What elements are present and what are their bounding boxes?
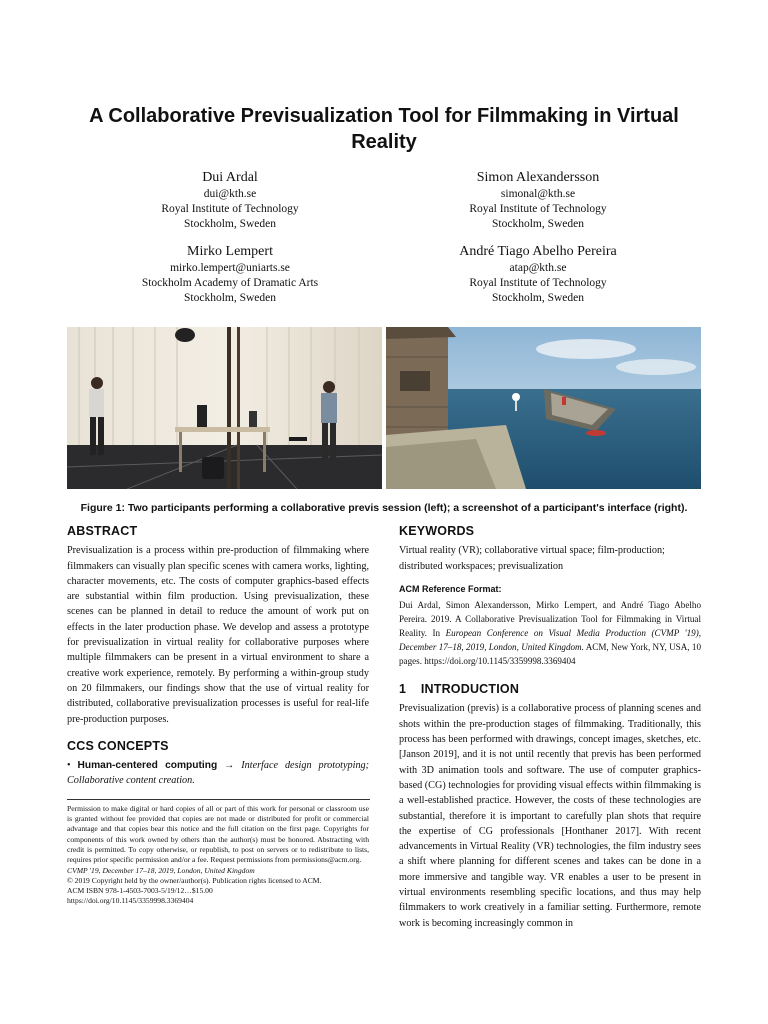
figure-vr-screenshot <box>386 327 701 489</box>
copyright-line: © 2019 Copyright held by the owner/author(s). Publication rights licensed to ACM. <box>67 875 322 885</box>
ccs-heading: CCS CONCEPTS <box>67 738 169 753</box>
author-block-4 <box>388 243 688 306</box>
author-email[interactable]: atap@kth.se <box>509 262 567 274</box>
footnote-divider <box>67 799 370 800</box>
paper-title: A Collaborative Previsualization Tool for Filmmaking in Virtual Reality <box>89 105 679 153</box>
author-block-2 <box>388 169 688 232</box>
author-block-1 <box>80 169 380 232</box>
author-email[interactable]: simonal@kth.se <box>500 188 576 200</box>
author-affiliation: Royal Institute of Technology <box>161 203 299 215</box>
reference-format-heading: ACM Reference Format: <box>399 583 502 594</box>
author-affiliation: Stockholm Academy of Dramatic Arts <box>141 277 319 289</box>
reference-venue: European Conference on Visual Media Production (CVMP '19), December 17–18, 2019, London, United Kingdom. <box>399 628 701 653</box>
author-block-3 <box>80 243 380 306</box>
ccs-arrow: → <box>224 760 235 772</box>
right-column <box>399 520 701 931</box>
author-name: Mirko Lempert <box>187 244 273 259</box>
reference-tail: ACM, New York, NY, USA, 10 pages. https://doi.org/10.1145/3359998.3369404 <box>399 642 701 667</box>
abstract-heading: ABSTRACT <box>67 524 138 538</box>
author-location: Stockholm, Sweden <box>492 292 584 304</box>
author-location: Stockholm, Sweden <box>184 218 276 230</box>
venue-line: CVMP '19, December 17–18, 2019, London, United Kingdom <box>67 865 255 875</box>
keywords-heading: KEYWORDS <box>399 524 475 538</box>
reference-authors: Dui Ardal, Simon Alexandersson, Mirko Lempert, and André Tiago Abelho Pereira. 2019. A Collaborative Previsualization Tool for Filmmaking in Virtual Reality. In <box>399 600 701 639</box>
author-name: Dui Ardal <box>202 170 258 185</box>
doi-link[interactable]: https://doi.org/10.1145/3359998.3369404 <box>67 896 194 906</box>
author-email[interactable]: mirko.lempert@uniarts.se <box>170 262 290 274</box>
figure-caption: Figure 1: Two participants performing a collaborative previs session (left); a screenshot of a participant's interface (right). <box>80 502 688 514</box>
author-name: Simon Alexandersson <box>476 170 600 185</box>
author-location: Stockholm, Sweden <box>184 292 276 304</box>
author-email[interactable]: dui@kth.se <box>203 188 257 200</box>
author-name: André Tiago Abelho Pereira <box>459 244 617 259</box>
left-column <box>67 520 369 907</box>
isbn-line: ACM ISBN 978-1-4503-7003-5/19/12…$15.00 <box>67 886 213 896</box>
keywords-text: Virtual reality (VR); collaborative virtual space; film-production; distributed workspaces; previsualization <box>399 545 665 572</box>
introduction-text: Previsualization (previs) is a collaborative process of planning scenes and shots within the pre-production stages of filmmaking. Traditionally, this process has been performed with drawings, concept images, sketches, etc. [Janson 2019], and it is not until recently that previs has been performed with 3D animation tools and software. The use of computer graphics-based (CG) technologies for providing visual effects within filmmaking is a well-established practice. However, the costs of these technologies are substantial, therefore it is important to carefully plan shots that require the expertise of CG professionals [Honthaner 2017]. With recent advancements in Virtual Reality (VR) technologies, the film industry sees a shift where planning for different scenes and takes can be done in a more immersive and tangible way. VR enables a user to be present in virtual environments resembling specific locations, and thus may help filmmakers to work creatively in a familiar setting. Furthermore, remote work is becoming increasingly common in <box>399 703 701 929</box>
author-location: Stockholm, Sweden <box>492 218 584 230</box>
figure-photo-studio <box>67 327 382 489</box>
ccs-bullet: • <box>67 760 71 772</box>
ccs-term: Human-centered computing <box>77 760 218 772</box>
author-affiliation: Royal Institute of Technology <box>469 277 607 289</box>
permission-notice <box>67 804 369 907</box>
introduction-heading: 1 INTRODUCTION <box>399 682 520 697</box>
reference-format-text <box>399 598 701 668</box>
author-affiliation: Royal Institute of Technology <box>469 203 607 215</box>
ccs-concepts <box>67 758 369 789</box>
ccs-rest: Interface design prototyping; Collaborative content creation. <box>67 760 370 787</box>
permission-text: Permission to make digital or hard copies of all or part of this work for personal or classroom use is granted without fee provided that copies are not made or distributed for profit or commercial advantage and that copies bear this notice and the full citation on the first page. Copyrights for components of this work owned by others than the author(s) must be honored. Abstracting with credit is permitted. To copy otherwise, or republish, to post on servers or to redistribute to lists, requires prior specific permission and/or a fee. Request permissions from permissions@acm.org. <box>67 803 369 865</box>
abstract-text: Previsualization is a process within pre-production of filmmaking where filmmakers can visually plan specific scenes with camera works, lighting, character movements, etc. The costs of computer graphics-based effects are substantial within film production. Using previsualization, these scenes can be planned in detail to reduce the amount of work put on effects in the later production phase. We develop and assess a prototype for previsualization in virtual reality for collaborative purposes where multiple filmmakers can be present in a virtual environment to share a creative work experience, remotely. By performing a within-group study on 20 filmmakers, our findings show that the use of virtual reality for distributed, collaborative previsualization processes is useful for real-life pre-production purposes. <box>67 545 369 725</box>
